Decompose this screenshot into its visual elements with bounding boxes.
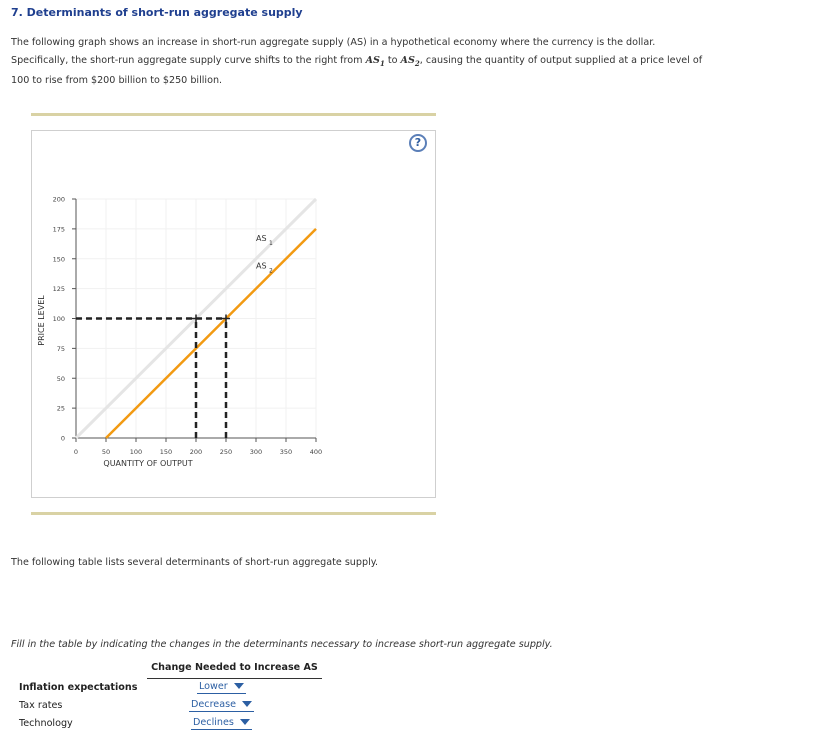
table-row xyxy=(11,718,331,734)
as1-symbol: $AS_1$ xyxy=(365,54,385,68)
chevron-down-icon xyxy=(242,701,252,707)
table-row xyxy=(11,682,331,698)
intro-text-1: The following graph shows an increase in short-run aggregate supply (AS) in a hypothetical economy where the currency is the dollar. Specifically, the short-run aggregate supply curve shifts to the right from xyxy=(11,37,656,66)
row-label: Inflation expectations xyxy=(19,682,138,693)
dropdown-tax-rates[interactable]: Decrease xyxy=(189,699,254,712)
y-tick-label: 75 xyxy=(56,344,65,353)
y-tick-label: 50 xyxy=(56,374,65,383)
x-axis-label: QUANTITY OF OUTPUT xyxy=(103,459,193,468)
chart-labels xyxy=(256,234,273,274)
table-header: Change Needed to Increase AS xyxy=(147,662,322,679)
y-tick-label: 125 xyxy=(52,285,65,294)
question-title: 7. Determinants of short-run aggregate supply xyxy=(11,6,303,19)
chart-guides xyxy=(76,315,230,439)
y-tick-label: 25 xyxy=(56,404,65,413)
x-tick-label: 100 xyxy=(129,448,143,456)
curve-label-subscript: 1 xyxy=(269,239,273,247)
as2-symbol: $AS_2$ xyxy=(400,54,420,68)
y-tick-label: 150 xyxy=(52,255,65,264)
dropdown-technology[interactable]: Declines xyxy=(191,717,252,730)
chevron-down-icon xyxy=(234,683,244,689)
curve-label-subscript: 2 xyxy=(269,267,273,275)
x-tick-label: 250 xyxy=(219,448,233,456)
dropdown-inflation-expectations[interactable]: Lower xyxy=(197,681,246,694)
curve-label-as1: AS xyxy=(256,233,267,243)
intro-text-2: to xyxy=(384,54,401,66)
y-tick-label: 175 xyxy=(52,225,65,234)
instructions-text: Fill in the table by indicating the changes in the determinants necessary to increase short-run aggregate supply. xyxy=(11,639,553,650)
y-axis-label: PRICE LEVEL xyxy=(37,295,46,346)
table-row xyxy=(11,700,331,716)
y-tick-label: 200 xyxy=(52,195,65,204)
divider-bottom xyxy=(31,512,436,515)
x-tick-label: 400 xyxy=(309,448,323,456)
y-tick-label: 0 xyxy=(60,434,65,443)
x-tick-label: 200 xyxy=(189,448,203,456)
x-tick-label: 0 xyxy=(73,448,79,456)
curve-label-as2: AS xyxy=(256,261,267,271)
series-line-as2 xyxy=(106,229,316,438)
y-tick-label: 100 xyxy=(52,315,65,323)
x-tick-label: 300 xyxy=(249,448,263,456)
x-tick-label: 50 xyxy=(101,448,111,456)
x-tick-label: 150 xyxy=(159,448,173,456)
help-icon[interactable]: ? xyxy=(409,134,427,152)
intro-text-3: , causing the quantity of output supplied at a price level of 100 to rise from $200 billion to $250 billion. xyxy=(11,54,703,86)
table-intro-text: The following table lists several determinants of short-run aggregate supply. xyxy=(11,557,379,568)
row-label: Tax rates xyxy=(19,700,63,711)
chevron-down-icon xyxy=(240,719,250,725)
row-label: Technology xyxy=(19,718,73,729)
x-tick-label: 350 xyxy=(279,448,293,456)
